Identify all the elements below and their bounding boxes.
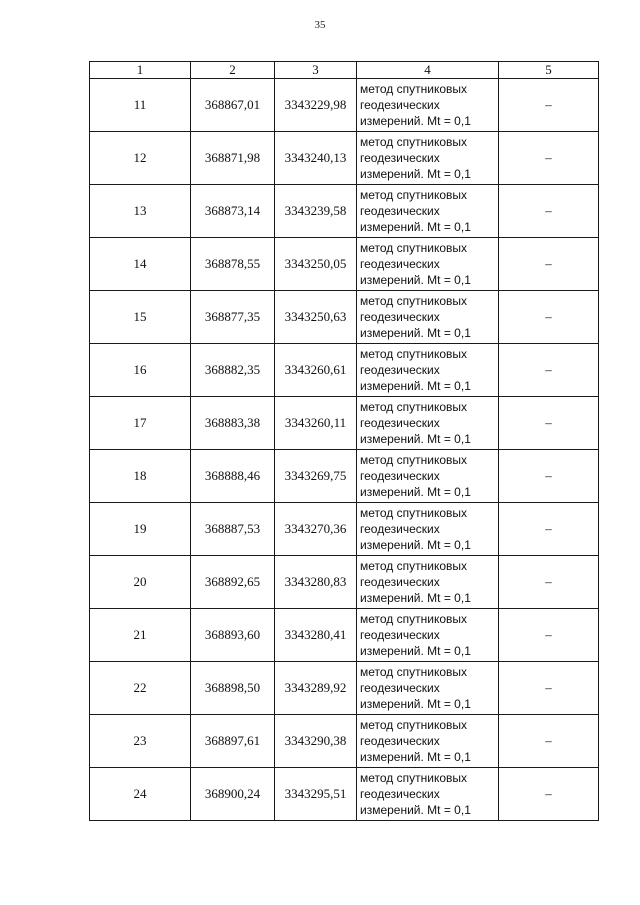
y-coordinate-cell: 3343290,38	[275, 714, 357, 767]
note-cell: –	[499, 184, 599, 237]
method-line: измерений. Mt = 0,1	[360, 272, 471, 287]
x-coordinate-cell: 368867,01	[191, 78, 275, 131]
point-number-cell: 24	[90, 767, 191, 820]
method-line: метод спутниковых	[360, 399, 468, 414]
point-number-cell: 11	[90, 78, 191, 131]
y-coordinate-cell: 3343295,51	[275, 767, 357, 820]
point-number-cell: 17	[90, 396, 191, 449]
method-line: измерений. Mt = 0,1	[360, 325, 471, 340]
method-line: геодезических	[360, 521, 440, 536]
method-line: геодезических	[360, 733, 440, 748]
x-coordinate-cell: 368900,24	[191, 767, 275, 820]
note-cell: –	[499, 767, 599, 820]
x-coordinate-cell: 368888,46	[191, 449, 275, 502]
table-row	[90, 661, 599, 714]
table-row	[90, 396, 599, 449]
method-line: метод спутниковых	[360, 81, 468, 96]
note-cell: –	[499, 396, 599, 449]
note-cell: –	[499, 343, 599, 396]
method-line: геодезических	[360, 627, 440, 642]
note-cell: –	[499, 555, 599, 608]
note-cell: –	[499, 449, 599, 502]
method-line: метод спутниковых	[360, 505, 468, 520]
x-coordinate-cell: 368897,61	[191, 714, 275, 767]
method-cell	[357, 290, 499, 343]
point-number-cell: 12	[90, 131, 191, 184]
point-number-cell: 23	[90, 714, 191, 767]
note-cell: –	[499, 131, 599, 184]
note-cell: –	[499, 290, 599, 343]
table-body	[90, 78, 599, 820]
table-row	[90, 237, 599, 290]
method-line: измерений. Mt = 0,1	[360, 431, 471, 446]
method-cell	[357, 184, 499, 237]
method-line: метод спутниковых	[360, 346, 468, 361]
x-coordinate-cell: 368871,98	[191, 131, 275, 184]
y-coordinate-cell: 3343229,98	[275, 78, 357, 131]
point-number-cell: 21	[90, 608, 191, 661]
method-line: метод спутниковых	[360, 664, 468, 679]
method-cell	[357, 502, 499, 555]
method-line: геодезических	[360, 256, 440, 271]
point-number-cell: 15	[90, 290, 191, 343]
x-coordinate-cell: 368893,60	[191, 608, 275, 661]
table-row	[90, 608, 599, 661]
method-line: геодезических	[360, 203, 440, 218]
y-coordinate-cell: 3343280,83	[275, 555, 357, 608]
x-coordinate-cell: 368898,50	[191, 661, 275, 714]
method-line: измерений. Mt = 0,1	[360, 696, 471, 711]
table-row	[90, 767, 599, 820]
method-line: измерений. Mt = 0,1	[360, 537, 471, 552]
method-line: измерений. Mt = 0,1	[360, 113, 471, 128]
column-header: 5	[499, 62, 599, 79]
x-coordinate-cell: 368887,53	[191, 502, 275, 555]
point-number-cell: 19	[90, 502, 191, 555]
method-line: геодезических	[360, 97, 440, 112]
note-cell: –	[499, 714, 599, 767]
note-cell: –	[499, 502, 599, 555]
y-coordinate-cell: 3343250,05	[275, 237, 357, 290]
x-coordinate-cell: 368882,35	[191, 343, 275, 396]
column-header: 2	[191, 62, 275, 79]
table-row	[90, 343, 599, 396]
table-row	[90, 290, 599, 343]
method-cell	[357, 396, 499, 449]
x-coordinate-cell: 368878,55	[191, 237, 275, 290]
method-cell	[357, 343, 499, 396]
y-coordinate-cell: 3343289,92	[275, 661, 357, 714]
method-line: геодезических	[360, 786, 440, 801]
note-cell: –	[499, 608, 599, 661]
y-coordinate-cell: 3343239,58	[275, 184, 357, 237]
column-header: 4	[357, 62, 499, 79]
method-line: измерений. Mt = 0,1	[360, 484, 471, 499]
table-row	[90, 502, 599, 555]
point-number-cell: 13	[90, 184, 191, 237]
method-cell	[357, 714, 499, 767]
column-header: 1	[90, 62, 191, 79]
method-line: метод спутниковых	[360, 611, 468, 626]
method-line: измерений. Mt = 0,1	[360, 749, 471, 764]
method-line: геодезических	[360, 150, 440, 165]
x-coordinate-cell: 368883,38	[191, 396, 275, 449]
method-line: метод спутниковых	[360, 452, 468, 467]
column-header: 3	[275, 62, 357, 79]
method-line: геодезических	[360, 574, 440, 589]
table-row	[90, 131, 599, 184]
table-row	[90, 184, 599, 237]
method-cell	[357, 767, 499, 820]
method-cell	[357, 555, 499, 608]
point-number-cell: 18	[90, 449, 191, 502]
y-coordinate-cell: 3343280,41	[275, 608, 357, 661]
coordinates-table	[89, 61, 599, 821]
note-cell: –	[499, 661, 599, 714]
method-line: метод спутниковых	[360, 293, 468, 308]
method-line: метод спутниковых	[360, 187, 468, 202]
table-header-row	[90, 62, 599, 79]
method-line: метод спутниковых	[360, 240, 468, 255]
page-number: 35	[314, 19, 326, 31]
table-row	[90, 78, 599, 131]
method-line: метод спутниковых	[360, 770, 468, 785]
method-line: измерений. Mt = 0,1	[360, 802, 471, 817]
point-number-cell: 14	[90, 237, 191, 290]
method-line: геодезических	[360, 415, 440, 430]
note-cell: –	[499, 78, 599, 131]
method-line: измерений. Mt = 0,1	[360, 590, 471, 605]
method-cell	[357, 661, 499, 714]
method-line: геодезических	[360, 468, 440, 483]
y-coordinate-cell: 3343250,63	[275, 290, 357, 343]
y-coordinate-cell: 3343270,36	[275, 502, 357, 555]
y-coordinate-cell: 3343260,11	[275, 396, 357, 449]
method-line: метод спутниковых	[360, 717, 468, 732]
point-number-cell: 20	[90, 555, 191, 608]
x-coordinate-cell: 368877,35	[191, 290, 275, 343]
x-coordinate-cell: 368873,14	[191, 184, 275, 237]
method-cell	[357, 449, 499, 502]
method-line: геодезических	[360, 309, 440, 324]
method-line: метод спутниковых	[360, 558, 468, 573]
method-line: измерений. Mt = 0,1	[360, 219, 471, 234]
method-cell	[357, 78, 499, 131]
method-cell	[357, 608, 499, 661]
y-coordinate-cell: 3343269,75	[275, 449, 357, 502]
y-coordinate-cell: 3343240,13	[275, 131, 357, 184]
point-number-cell: 16	[90, 343, 191, 396]
method-line: измерений. Mt = 0,1	[360, 643, 471, 658]
method-line: измерений. Mt = 0,1	[360, 166, 471, 181]
table-row	[90, 714, 599, 767]
table-row	[90, 555, 599, 608]
method-line: геодезических	[360, 680, 440, 695]
method-cell	[357, 237, 499, 290]
method-line: геодезических	[360, 362, 440, 377]
point-number-cell: 22	[90, 661, 191, 714]
note-cell: –	[499, 237, 599, 290]
x-coordinate-cell: 368892,65	[191, 555, 275, 608]
method-cell	[357, 131, 499, 184]
y-coordinate-cell: 3343260,61	[275, 343, 357, 396]
method-line: измерений. Mt = 0,1	[360, 378, 471, 393]
method-line: метод спутниковых	[360, 134, 468, 149]
table-row	[90, 449, 599, 502]
